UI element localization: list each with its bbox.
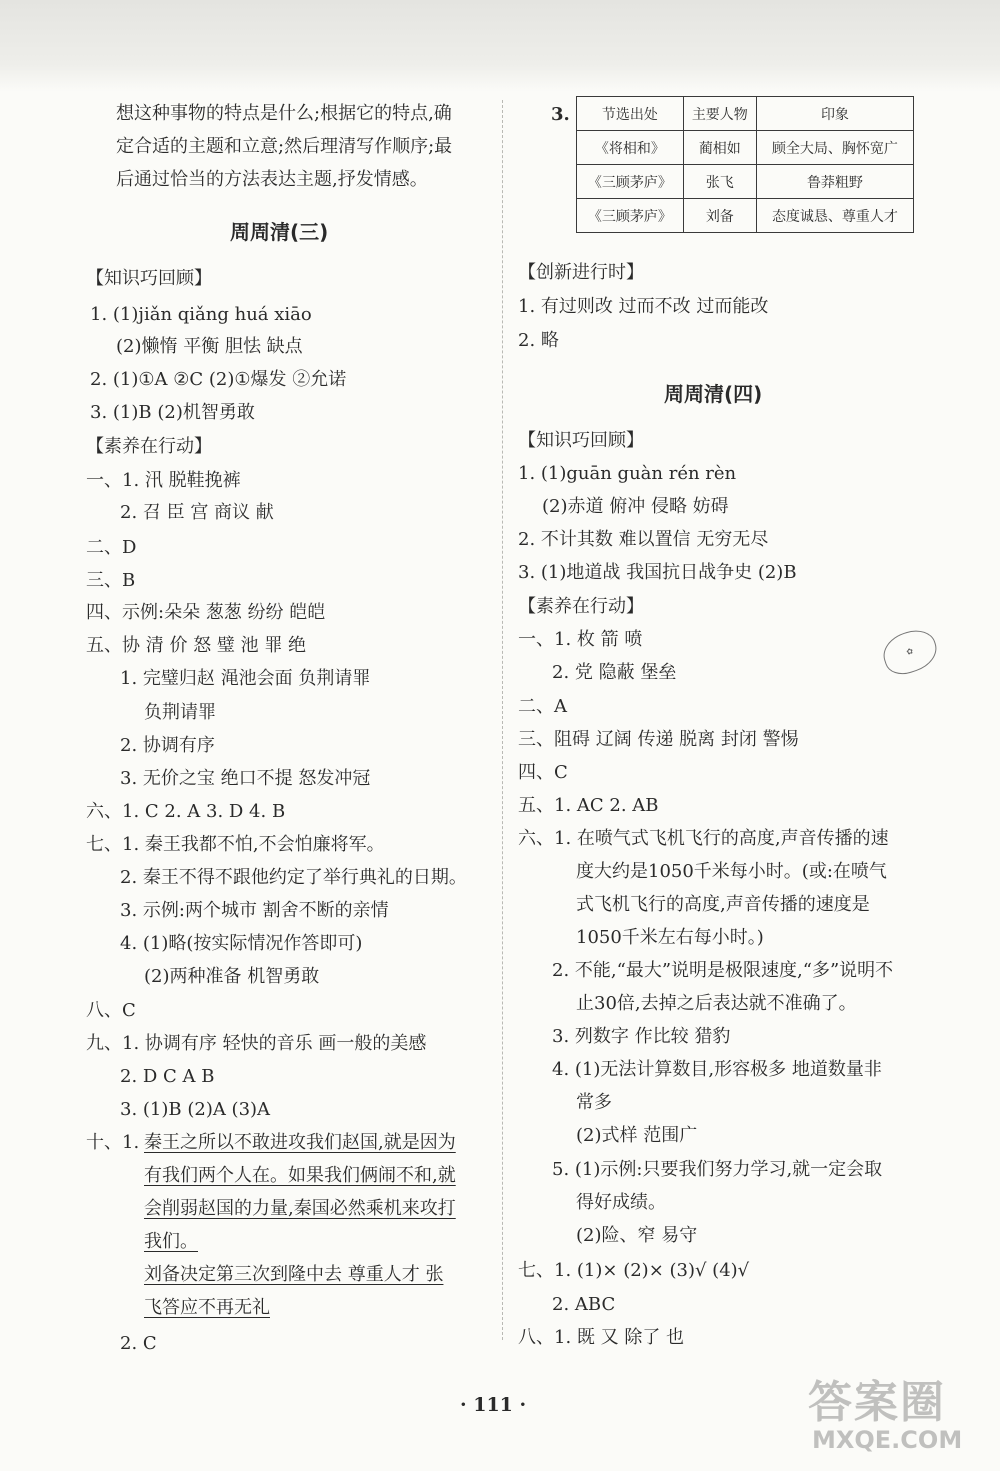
answer-line: 止30倍,去掉之后表达就不准确了。 xyxy=(576,993,857,1014)
table-cell: 《将相和》 xyxy=(577,131,684,165)
answer-line: 2. 协调有序 xyxy=(120,735,215,756)
table-cell: 顾全大局、胸怀宽广 xyxy=(756,131,913,165)
answer-line: (2)两种准备 机智勇敢 xyxy=(144,966,320,987)
table-row xyxy=(577,131,914,165)
answer-line: 十、1. xyxy=(86,1132,140,1153)
answer-line: 六、1. C 2. A 3. D 4. B xyxy=(86,801,286,822)
answer-line: 三、阻碍 辽阔 传递 脱离 封闭 警惕 xyxy=(518,729,799,750)
table-header-row xyxy=(577,97,914,131)
answer-line: 七、1. 秦王我都不怕,不会怕廉将军。 xyxy=(86,834,385,855)
table-row xyxy=(577,199,914,233)
answer-line: 有我们两个人在。如果我们俩闹不和,就 xyxy=(144,1165,456,1186)
answer-line: 我们。 xyxy=(144,1231,198,1252)
answer-line: 一、1. 枚 箭 喷 xyxy=(518,629,643,650)
watermark-url: MXQE.COM xyxy=(812,1426,963,1454)
answer-line: 1050千米左右每小时。) xyxy=(576,927,764,948)
answer-line: 九、1. 协调有序 轻快的音乐 画一般的美感 xyxy=(86,1033,427,1054)
table-cell: 鲁莽粗野 xyxy=(756,165,913,199)
answer-line: 八、1. 既 又 除了 也 xyxy=(518,1327,685,1348)
answer-line: 得好成绩。 xyxy=(576,1192,666,1213)
table-row xyxy=(577,165,914,199)
answer-line: 2. 秦王不得不跟他约定了举行典礼的日期。 xyxy=(120,867,467,888)
subheading: 【知识巧回顾】 xyxy=(518,430,644,451)
intro-line: 后通过恰当的方法表达主题,抒发情感。 xyxy=(116,169,428,190)
answer-line: 3. (1)B (2)A (3)A xyxy=(120,1099,271,1120)
answer-line: 2. ABC xyxy=(552,1294,616,1315)
answer-line: 2. 党 隐蔽 堡垒 xyxy=(552,662,677,683)
answer-line: (2)懒惰 平衡 胆怯 缺点 xyxy=(116,336,303,357)
subheading: 【素养在行动】 xyxy=(518,596,644,617)
table-cell: 刘备 xyxy=(683,199,756,233)
answer-line: 1. 有过则改 过而不改 过而能改 xyxy=(518,296,769,317)
answer-line: 3. 无价之宝 绝口不提 怒发冲冠 xyxy=(120,768,371,789)
answer-line: 1. 完璧归赵 渑池会面 负荆请罪 xyxy=(120,668,371,689)
scan-top-band xyxy=(0,0,1000,92)
answer-line: 会削弱赵国的力量,秦国必然乘机来攻打 xyxy=(144,1198,456,1219)
table-cell: 张飞 xyxy=(683,165,756,199)
watermark-logo xyxy=(800,1364,990,1460)
subheading: 【素养在行动】 xyxy=(86,436,212,457)
answer-line: 刘备决定第三次到隆中去 尊重人才 张 xyxy=(144,1264,444,1285)
answer-line: 一、1. 汛 脱鞋挽裤 xyxy=(86,470,241,491)
answer-line: 1. (1)jiǎn qiǎng huá xiāo xyxy=(90,304,312,325)
answer-line: 度大约是1050千米每小时。(或:在喷气 xyxy=(576,861,887,882)
answer-line: 2. (1)①A ②C (2)①爆发 ②允诺 xyxy=(90,369,347,390)
answer-line: (2)险、窄 易守 xyxy=(576,1225,698,1246)
answer-line: 4. (1)略(按实际情况作答即可) xyxy=(120,933,363,954)
watermark-text: 答案圈 xyxy=(808,1377,946,1428)
table-cell: 蔺相如 xyxy=(683,131,756,165)
intro-line: 想这种事物的特点是什么;根据它的特点,确 xyxy=(116,103,452,124)
answer-line: 2. C xyxy=(120,1333,157,1354)
answer-line: 秦王之所以不敢进攻我们赵国,就是因为 xyxy=(144,1132,456,1153)
page-number: · 111 · xyxy=(460,1394,527,1416)
answer-line: 2. 召 臣 宫 商议 献 xyxy=(120,502,274,523)
answer-line: 四、示例:朵朵 葱葱 纷纷 皑皑 xyxy=(86,602,326,623)
section-title: 周周清(三) xyxy=(230,220,329,244)
answer-line: 2. D C A B xyxy=(120,1066,215,1087)
subheading: 【创新进行时】 xyxy=(518,262,644,283)
answer-line: 三、B xyxy=(86,570,136,591)
answer-line: 五、协 清 价 怒 璧 池 罪 绝 xyxy=(86,635,307,656)
table-cell: 态度诚恳、尊重人才 xyxy=(756,199,913,233)
answer-line: 3. (1)地道战 我国抗日战争史 (2)B xyxy=(518,562,797,583)
answer-line: (2)赤道 俯冲 侵略 妨碍 xyxy=(542,496,729,517)
table-number: 3. xyxy=(551,104,570,125)
answer-line: 二、D xyxy=(86,537,137,558)
answer-line: 4. (1)无法计算数目,形容极多 地道数量非 xyxy=(552,1059,882,1080)
answer-line: 5. (1)示例:只要我们努力学习,就一定会取 xyxy=(552,1159,883,1180)
answer-line: 1. (1)guān guàn rén rèn xyxy=(518,463,737,484)
answer-line: 3. 示例:两个城市 割舍不断的亲情 xyxy=(120,900,389,921)
subheading: 【知识巧回顾】 xyxy=(86,268,212,289)
answer-line: 3. (1)B (2)机智勇敢 xyxy=(90,402,255,423)
answer-line: 负荆请罪 xyxy=(144,702,216,723)
answer-line: 飞答应不再无礼 xyxy=(144,1297,270,1318)
section-title: 周周清(四) xyxy=(664,382,763,406)
answer-line: 常多 xyxy=(576,1092,612,1113)
character-table xyxy=(576,96,914,233)
answer-line: 五、1. AC 2. AB xyxy=(518,795,659,816)
answer-line: 六、1. 在喷气式飞机飞行的高度,声音传播的速 xyxy=(518,828,889,849)
decorative-stamp: ✿ xyxy=(878,625,942,680)
table-cell: 《三顾茅庐》 xyxy=(577,165,684,199)
answer-line: 二、A xyxy=(518,696,567,717)
intro-line: 定合适的主题和立意;然后理清写作顺序;最 xyxy=(116,136,453,157)
answer-line: 四、C xyxy=(518,762,568,783)
answer-line: 2. 不能,“最大”说明是极限速度,“多”说明不 xyxy=(552,960,894,981)
column-divider xyxy=(502,100,503,1340)
answer-line: 2. 不计其数 难以置信 无穷无尽 xyxy=(518,529,769,550)
answer-line: 式飞机飞行的高度,声音传播的速度是 xyxy=(576,894,870,915)
answer-line: (2)式样 范围广 xyxy=(576,1125,698,1146)
table-header-cell: 主要人物 xyxy=(683,97,756,131)
table-header-cell: 印象 xyxy=(756,97,913,131)
answer-line: 2. 略 xyxy=(518,330,559,351)
table-cell: 《三顾茅庐》 xyxy=(577,199,684,233)
table-header-cell: 节选出处 xyxy=(577,97,684,131)
answer-line: 七、1. (1)× (2)× (3)√ (4)√ xyxy=(518,1260,750,1281)
answer-line: 八、C xyxy=(86,1000,136,1021)
answer-line: 3. 列数字 作比较 猎豹 xyxy=(552,1026,731,1047)
